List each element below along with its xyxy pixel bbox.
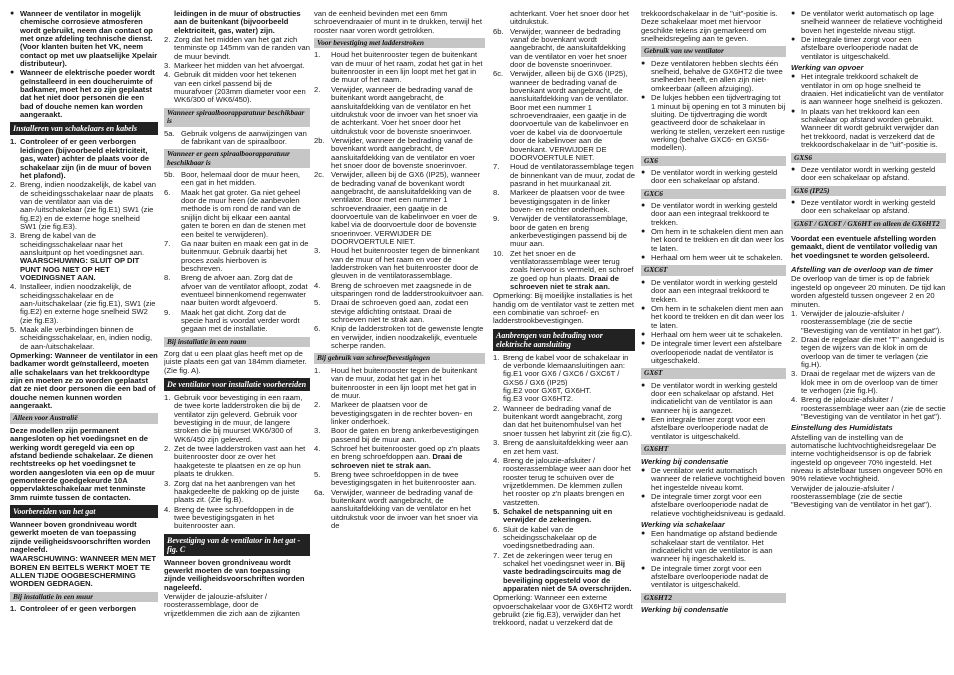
item-text: Schroef het buitenrooster goed op z'n plaats en breng schroefdoppen aan. — [331, 443, 480, 462]
item-text: Houd het buitenrooster tegen de buitenkant van de muur of het raam, zodat het gat in het buitenrooster in een lijn loopt met het gat in de muur of het raam. — [331, 50, 483, 85]
heading-australie: Alleen voor Australië — [10, 413, 158, 423]
heading-ladder: Voor bevestiging met ladderstroken — [314, 38, 485, 48]
bullet: ● Herhaal om hem weer uit te schakelen. — [641, 331, 786, 339]
bullet: ● De ventilator wordt in werking gesteld door een schakelaar op afstand. — [641, 169, 786, 186]
note-opmerking: Opmerking: Bij moeilijke installaties is het handig om de ventilator vast te zetten met een combinatie van schroef- en ladderstrookbevestigingen. — [493, 291, 634, 326]
item-number: 1. — [791, 308, 798, 318]
item-text: Boor, helemaal door de muur heen, een gat in het midden. — [181, 170, 301, 188]
list-item — [314, 299, 485, 324]
item-text: Maak het gat dicht. Zorg dat de specie hard is voordat verder wordt gegaan met de installatie. — [181, 307, 300, 334]
item-text: Controleer of er geen verborgen — [20, 604, 137, 614]
item-text: Breng de kabel van de scheidingsschakelaar naar het aansluitpunt op het voedingsnet aan. — [20, 231, 145, 257]
voorbereiden-text: Wanneer boven grondniveau wordt gewerkt moeten de van toepassing zijnde veiligheidsvoorschriften worden nageleefd. — [10, 519, 151, 554]
item-text: Breng de jalouzie-afsluiter / roosterassemblage weer aan door het rooster terug te schuiven over de vrijzetklemmen. De klemmen zullen het rooster op z'n plaats brengen en vastzetten. — [503, 455, 631, 507]
item-number: 8. — [493, 188, 500, 198]
bullet: ● Om hem in te schakelen dient men aan het koord te trekken en dit dan weer los te laten. — [641, 228, 786, 253]
item-number: 6a. — [314, 487, 325, 497]
list-item — [493, 457, 635, 507]
item-number: 4. — [493, 455, 500, 465]
note-opmerking: Opmerking: Wanneer de ventilator in een badkamer wordt geïnstalleerd, moeten alle schakelaars van het trekkoordtype zijn en moeten ze zo worden geplaatst dat ze niet door personen die een bad of douche nemen kunnen worden aangeraakt. — [10, 351, 158, 411]
list-item — [493, 215, 635, 248]
item-text: Houd de ventilatorassemblage tegen de binnenkant van de muur, zodat de pasrand in het muurkanaal zit. — [510, 162, 635, 188]
heading-ventilator-voorbereiden: De ventilator voor installatie voorbereiden — [164, 378, 310, 391]
bullet: ● De integrale timer zorgt voor een afstelbare overlooperiode nadat de ventilator is uitgeschakeld. — [641, 565, 786, 590]
column-6 — [791, 10, 946, 671]
list-item — [493, 163, 635, 188]
item-text: Verwijder, alleen bij de GX6 (IP25), wanneer de bedrading vanaf de bovenkant wordt aangebracht, de aansluitafdekking van de ventilator. Boor met een nummer 1 schroevendraaier, een gaatje in de doorvoertule van de kabelinvoer en voer de kabel via de doorvoertule door de bovenste snoerinvoer. VERWIJDER DE DOORVOERTULE NIET. — [331, 170, 481, 246]
item-text: Maak alle verbindingen binnen de scheidingsschakelaar, en, indien nodig, de aan-/uitschakelaar. — [20, 325, 153, 351]
list-item — [314, 137, 485, 170]
intro-text: achterkant. Voer het snoer door het uitdrukstuk. — [510, 10, 630, 27]
list-item — [10, 138, 158, 180]
bold-note: Bij vaste bedradingscircuits mag de beveiliging opgesteld voor de apparaten niet de 5A overschrijden. — [503, 558, 632, 593]
item-number: 6. — [164, 187, 171, 197]
item-text: Breng de jalouzie-afsluiter / roosterassemblage weer aan (zie de sectie "Bevestiging van de ventilator in het gat"). — [801, 395, 946, 421]
subheading-condensatie: Werking bij condensatie — [641, 456, 729, 466]
item-text: Verwijder, wanneer de bedrading vanaf de bovenkant wordt aangebracht, de aansluitafdekking van de ventilator en voer het snoer door de bovenste snoerinvoer. — [510, 26, 627, 70]
list-item — [314, 401, 485, 426]
item-number: 1. — [314, 365, 321, 375]
column-5 — [641, 10, 786, 671]
list-item: 5a. Gebruik volgens de aanwijzingen van de fabrikant van de spiraalboor. — [164, 128, 307, 146]
bold-note: Draai de schroeven niet te strak aan. — [510, 273, 619, 291]
column-4 — [493, 10, 635, 671]
item-number: 4. — [10, 282, 17, 292]
list-item — [314, 325, 485, 350]
australie-text: Deze modellen zijn permanent aangesloten op het voedingsnet en de werking wordt geregeld via een op afstand bediende schakelaar. Ze dienen rechtstreeks op het voedingsnet te worden aangesloten via een op de muur gemonteerde goedgekeurde 10A oppervlakteschakelaar met tenminste 3mm ruimte tussen de contacten. — [10, 425, 155, 502]
item-text: Markeer het midden van het afvoergat. — [174, 61, 305, 71]
raam-text: Zorg dat u een plaat glas heeft met op de juiste plaats een gat van 184mm diameter. (Zie fig. A). — [164, 349, 307, 375]
list-item — [791, 370, 946, 395]
item-number: 9. — [493, 214, 500, 224]
item-number: 1. — [10, 137, 17, 147]
heading-gx6t-combo: GX6T / GXC6T / GX6HT en alleen de GX6HT2 — [791, 219, 946, 229]
heading-geen-spiraal: Wanneer er geen spiraalboorapparatuur beschikbaar is — [164, 149, 310, 168]
item-text: Verwijder, wanneer de bedrading vanaf de buitenkant wordt aangebracht, de aansluitafdekking van de ventilator en het uitdrukstuk voor de invoer van het snoer via de — [331, 487, 478, 531]
list-item — [164, 189, 310, 239]
item-number: 6c. — [493, 69, 504, 79]
item-number: 2. — [791, 334, 798, 344]
heading-raam: Bij installatie in een raam — [164, 337, 310, 347]
item-number: 2. — [164, 444, 171, 454]
humid-text: Afstelling van de instelling van de automatische luchtvochtigheidsregelaar De interne vochtigheidsensor is op de fabriek ingesteld op ongeveer 70% ingesteld. Het niveau is afstelbaar tussen ongeveer 50% en 90% relatieve vochtigheid. — [791, 432, 943, 484]
list-item — [493, 250, 635, 292]
bullet: ● Om hem in te schakelen dient men aan het koord te trekken en dit dan weer los te laten. — [641, 305, 786, 330]
column-1 — [10, 10, 158, 671]
list-item — [164, 36, 310, 61]
isolation-note: Voordat een eventuele afstelling worden gemaakt, dient de ventilator volledig van het voedingsnet te worden geïsoleerd. — [791, 234, 938, 260]
heading-bedrading: Aanbrengen van bedrading voor elektrische aansluiting — [493, 329, 635, 351]
item-number: 3. — [314, 246, 321, 256]
list-item — [493, 354, 635, 404]
item-text: Breng de aansluitafdekking weer aan en zet hem vast. — [503, 438, 628, 456]
item-text: Wanneer de bedrading vanaf de buitenkant wordt aangebracht, zorg dan dat het buitenomhulsel van het snoer tussen het labyrint zit (zie fig.C). — [503, 403, 633, 438]
bullet: ● De integrale timer zorgt voor een afstelbare overlooperiode nadat de relatieve vochtigheidsniveau is gedaald. — [641, 493, 786, 518]
list-item — [314, 171, 485, 246]
item-number: 4. — [164, 504, 171, 514]
bullet: ● De lukjes hebben een tijdvertraging tot 1 minuut bij opening en tot 3 minuten bij sluiting. De tijdvertraging die wordt geactiveerd door de schakelaar in werking te stellen, verzekert een rustige werking (behalve GXC6- en GXS6-modellen). — [641, 94, 786, 152]
list-item — [164, 445, 310, 478]
list-item — [164, 309, 310, 334]
item-number: 7. — [493, 550, 500, 560]
list-item — [10, 326, 158, 351]
warning-text: WAARSCHUWING: SLUIT OP DIT PUNT NOG NIET OP HET VOEDINGSNET AAN. — [20, 256, 140, 282]
overloop-text: De overloop van de timer is op de fabriek ingesteld op ongeveer 20 minuten. De tijd kan worden afgesteld tussen ongeveer 2 en 20 minuten. — [791, 274, 946, 309]
subheading-overloop: Afstelling van de overloop van de timer — [791, 265, 933, 275]
heading-gxc6: GXC6 — [641, 189, 786, 199]
item-number: 10. — [493, 248, 504, 258]
list-item — [791, 336, 946, 369]
bullet: ● De ventilator werkt automatisch wanneer de relatieve vochtigheid boven het ingestelde niveau komt. — [641, 467, 786, 492]
item-text: Verwijder de ventilatorassemblage, boor de gaten en breng ankerbevestigingen passend bij de muur aan. — [510, 214, 628, 249]
item-number: 6. — [314, 324, 321, 334]
figure-references: fig.E1 voor GX6 / GXC6 / GXC6T / GXS6 / GX6 (IP25) fig.E2 voor GX6T, GX6HT. fig.E3 voor GX6HT2. — [503, 369, 620, 404]
item-text: Houd het buitenrooster tegen de binnenkant van de muur of het raam en voer de ladderstroken van het buitenrooster door de gleuven in de ventilatorassemblage. — [331, 246, 480, 281]
bullet: ● Het integrale trekkoord schakelt de ventilator in om op hoge snelheid te draaien. Het indicatielicht van de ventilator is aan wanneer hoge snelheid is gekozen. — [791, 73, 946, 106]
list-item — [493, 70, 635, 162]
item-number: 7. — [493, 162, 500, 172]
list-item — [164, 62, 310, 70]
list-item — [164, 274, 310, 307]
subheading-schakelaar: Werking via schakelaar — [641, 519, 725, 529]
heading-fig-c: Bevestiging van de ventilator in het gat - fig. C — [164, 534, 310, 556]
item-number: 2. — [10, 180, 17, 190]
heading-spiraal: Wanneer spiraalboorapparatuur beschikbaar is — [164, 108, 310, 127]
bullet: ● In plaats van het trekkoord kan een schakelaar op afstand worden gebruikt. Wanneer dit wordt gebruikt verwijder dan het trekkoord, nadat is verzekerd dat de trekkoordschakelaar in de "uit"-positie is. — [791, 108, 946, 150]
item-text: Breng de twee schroefdoppen in de twee bevestigingsgaten in het buitenrooster aan. — [174, 504, 294, 531]
list-item — [791, 310, 946, 335]
item-text: Maak het gat groter. Ga niet geheel door de muur heen (de aanbevolen methode is om rond de rand van de snijlijn dicht bij elkaar een aantal gaten te boren en dan de stenen met een beitel te verwijderen). — [181, 187, 306, 239]
list-item — [314, 282, 485, 299]
subheading-condensatie-2: Werking bij condensatie — [641, 605, 729, 615]
item-text: Knip de ladderstroken tot de gewenste lengte en verwijder, indien noodzakelijk, eventuele scherpe randen. — [331, 324, 484, 351]
note-opmerking-2: Opmerking: Wanneer een externe opvoerschakelaar voor de GX6HT2 wordt gebruikt (zie fig.E3), verwijder dan het trekkoord, nadat u verzekerd dat de — [493, 593, 633, 628]
list-item — [493, 526, 635, 551]
bullet: ● Deze ventilatoren hebben slechts één snelheid, behalve de GX6HT2 die twee snelheden heeft, en allen zijn niet-omkeerbaar (alleen afzuiging). — [641, 60, 786, 93]
item-number: 2. — [314, 400, 321, 410]
item-number: 5. — [314, 298, 321, 308]
list-item — [314, 86, 485, 136]
item-text: Zet het snoer en de ventilatorassemblage weer terug zoals hiervoor is vermeld, en schroef ze goed op hun plaats. — [510, 248, 634, 283]
list-item — [164, 71, 310, 104]
intro-text: trekkoordschakelaar in de "uit"-positie is. Deze schakelaar moet met hiervoor geschikte tekens zijn gemarkeerd om snelheidsregeling aan te geven. — [641, 10, 778, 44]
bullet: ● De integrale timer levert een afstelbare overlooperiode nadat de ventilator is uitgeschakeld. — [641, 340, 786, 365]
item-text: Ga naar buiten en maak een gat in de buitenmuur. Gebruik daarbij het proces zoals hierboven is beschreven. — [181, 238, 309, 273]
fig-c-text: Wanneer boven grondniveau wordt gewerkt moeten de van toepassing zijnde veiligheidsvoorschriften worden nageleefd. — [164, 557, 305, 592]
item-text: Verwijder de jalouzie-afsluiter / roosterassemblage (zie de sectie "Bevestiging van de ventilator in het gat"). — [801, 308, 942, 335]
item-text: Zorg dat na het aanbrengen van het haakgedeelte de pakking op de juiste plaats zit. (Zie fig.B). — [174, 478, 300, 505]
list-item — [314, 427, 485, 444]
bullet: ● Een integrale timer zorgt voor een afstelbare overlooperiode nadat de ventilator is uitgeschakeld. — [641, 416, 786, 441]
item-number: 4. — [791, 395, 798, 405]
item-text: Boor de gaten en breng ankerbevestigingen passend bij de muur aan. — [331, 426, 479, 444]
item-number: 1. — [314, 50, 321, 60]
list-item — [791, 396, 946, 421]
heading-gx6t: GX6T — [641, 368, 786, 378]
list-item — [493, 28, 635, 70]
item-text: Installeer, indien noodzakelijk, de scheidingsschakelaar en de aan-/uitschakelaar (zie fig.E1), SW1 (zie fig.E2) en externe hoge snelheid SW2 (zie fig.E3). — [20, 282, 156, 325]
heading-gx6-ip25: GX6 (IP25) — [791, 186, 946, 196]
item-number: 1. — [493, 352, 500, 362]
column-2 — [164, 10, 310, 671]
list-item — [314, 247, 485, 280]
bullet: ● Een handmatige op afstand bediende schakelaar start de ventilator. Het indicatielicht van de ventilator is aan wanneer hij ingeschakeld is. — [641, 530, 786, 563]
item-number: 2. — [314, 84, 321, 94]
item-text: Zet de zekeringen weer terug en schakel het voedingsnet weer in. — [503, 550, 616, 568]
heading-gx6ht2: GX6HT2 — [641, 593, 786, 603]
item-text: Markeer de plaatsen voor de bevestigingsgaten in de rechter boven- en linker onderhoek. — [331, 400, 473, 426]
list-item — [493, 405, 635, 438]
subheading-opvoer: Werking van opvoer — [791, 63, 864, 73]
item-text: Breng de afvoer aan. Zorg dat de afvoer van de ventilator afloopt, zodat eventueel binnenkomend regenwater naar buiten wordt afgevoerd. — [181, 273, 308, 308]
item-number: 8. — [164, 273, 171, 283]
list-item — [493, 439, 635, 456]
item-text: Draai de regelaar met de wijzers van de klok mee in om de overloop van de timer te verhogen (zie fig.H). — [801, 369, 938, 395]
item-number: 3. — [164, 61, 171, 71]
bullet: ● De integrale timer zorgt voor een afstelbare overlooperiode nadat de ventilator is uitgeschakeld. — [791, 36, 946, 61]
item-text: Verwijder, alleen bij de GX6 (IP25), wanneer de bedrading vanaf de bovenkant wordt aangebracht, de aansluitafdekking van de ventilator. Boor met een nummer 1 schroevendraaier, een gaatje in de doorvoertule van de kabelinvoer en voer de kabel via de doorvoertule door de kabelinvoer aan de bovenkant. VERWIJDER DE DOORVOERTULE NIET. — [510, 69, 629, 162]
item-text: Draai de schroeven goed aan, zodat een stevige afdichting ontstaat. Draai de schroeven niet te strak aan. — [331, 298, 469, 325]
bullet: ● De ventilator werkt automatisch op lage snelheid wanneer de relatieve vochtigheid boven het ingestelde niveau stijgt. — [791, 10, 946, 35]
heading-voorbereiden: Voorbereiden van het gat — [10, 505, 158, 518]
item-number: 3. — [10, 231, 17, 241]
item-text: Sluit de kabel van de scheidingsschakelaar op de voedingsnetbedrading aan. — [503, 524, 597, 551]
item-number: 2. — [493, 403, 500, 413]
list-item — [314, 489, 485, 531]
heading-schroef: Bij gebruik van schroefbevestigingen — [314, 353, 485, 363]
fig-c-text-2: Verwijder de jalouzie-afsluiter / roosterassemblage, door de vrijzetklemmen die zich aan de zijkanten — [164, 591, 300, 618]
heading-muur: Bij installatie in een muur — [10, 592, 158, 602]
heading-gx6: GX6 — [641, 156, 786, 166]
item-number: 5. — [10, 325, 17, 335]
item-number: 5. — [314, 470, 321, 479]
item-number: 3. — [314, 426, 321, 436]
heading-gebruik: Gebruik van uw ventilator — [641, 46, 786, 56]
list-item: 1. Controleer of er geen verborgen — [10, 604, 137, 614]
list-item: 1. Gebruik voor bevestiging in een raam, de twee korte ladderstroken die bij de ventilator zijn geleverd. Gebruik voor bevestiging in de muur, de langere stroken die bij muurset WK6/300 of WK6/450 zijn geleverd. — [164, 393, 303, 444]
item-text: Zet de twee ladderstroken vast aan het buitenrooster door ze over het haakgeteste te plaatsen en ze op hun plaats te drukken. — [174, 444, 306, 479]
heading-gx6ht: GX6HT — [641, 444, 786, 454]
item-text: Verwijder, wanneer de bedrading vanaf de bovenkant wordt aangebracht, de aansluitafdekking van de ventilator en voer het snoer door de bovenste snoerinvoer. — [331, 135, 475, 170]
list-item — [314, 471, 485, 488]
muur-1-continued: leidingen in de muur of obstructies aan de buitenkant (bijvoorbeeld elektriciteit, gas, water) zijn. — [174, 10, 301, 35]
list-item — [164, 240, 310, 273]
list-item — [10, 283, 158, 325]
list-item — [493, 552, 635, 594]
item-text: Schakel de netspanning uit en verwijder de zekeringen. — [503, 506, 613, 525]
column-3 — [314, 10, 485, 671]
bullet: ● Herhaal om hem weer uit te schakelen. — [641, 254, 786, 262]
item-text: Controleer of er geen verborgen leidingen (bijvoorbeeld elektriciteit, gas, water) achter de plaats voor de schakelaar zijn (in de muur of boven het plafond). — [20, 137, 152, 180]
list-item — [164, 506, 310, 531]
item-text: Breng de kabel voor de schakelaar in de verbonde klemaansluitingen aan: — [503, 352, 629, 371]
item-number: 4. — [314, 443, 321, 453]
list-item — [164, 480, 310, 505]
bullet-corrosive: ● Wanneer de ventilator in mogelijk chemische corrosieve atmosferen wordt gebruikt, neem dan contact op met onze afdeling technische dienst. (Voor klanten buiten het VK, neem contact op met uw plaatselijke Xpelair distributeur). — [10, 10, 158, 68]
bullet: ● Deze ventilator wordt in werking gesteld door een schakelaar op afstand. — [791, 166, 946, 183]
list-item — [10, 181, 158, 231]
subheading-humidistat: Einstellung des Humidistats — [791, 423, 893, 433]
item-number: 2c. — [314, 170, 325, 180]
item-number: 2. — [164, 35, 171, 45]
item-number: 9. — [164, 307, 171, 317]
voorbereiden-warning: WAARSCHUWING: WANNEER MEN MET BOREN EN BEITELS WERKT MOET TE ALLEN TIJDE OOGBESCHERMING WORDEN GEDRAGEN. — [10, 554, 156, 589]
item-text: Gebruik voor bevestiging in een raam, de twee korte ladderstroken die bij de ventilator zijn geleverd. Gebruik voor bevestiging in de muur, de langere stroken die bij muurset WK6/300 of WK6/450 zijn geleverd. — [174, 393, 303, 444]
list-item — [10, 232, 158, 282]
item-text: Breng twee schroefdoppen in de twee bevestigingsgaten in het buitenrooster aan. — [331, 470, 477, 488]
item-number: 5b. — [164, 170, 175, 180]
heading-installeren: Installeren van schakelaars en kabels — [10, 122, 158, 135]
item-text: Draai de regelaar die met "T" aangeduid is tegen de wijzers van de klok in om de overloop van de timer te verlagen (zie fig.H). — [801, 334, 945, 369]
list-item — [493, 189, 635, 214]
item-text: Zorg dat het midden van het gat zich tenminste op 145mm van de randen van de muur bevindt. — [174, 35, 310, 61]
item-number: 4. — [314, 280, 321, 290]
list-item — [493, 508, 635, 525]
item-number: 3. — [164, 478, 171, 488]
humid-text-2: Verwijder de jalouzie-afsluiter / roosterassemblage (zie de sectie "Bevestiging van de ventilator in het gat"). — [791, 483, 932, 510]
list-item — [314, 51, 485, 84]
bullet: ● De ventilator wordt in werking gesteld door aan een integraal trekkoord te trekken. — [641, 279, 786, 304]
item-number: 3. — [493, 438, 500, 448]
bullet: ● De ventilator wordt in werking gesteld door een schakelaar op afstand. Het indicatielicht van de ventilator is aan wanneer hij is aangezet. — [641, 382, 786, 415]
list-item — [164, 171, 310, 188]
bullet: ● De ventilator wordt in werking gesteld door aan een integraal trekkoord te trekken. — [641, 202, 786, 227]
item-text: Breng de schroeven met zaagsnede in de uitsparingen rond de ladderstrookuitvoer aan. — [331, 280, 484, 299]
heading-gxc6t: GXC6T — [641, 265, 786, 275]
item-number: 3. — [791, 369, 798, 379]
item-text: Markeer de plaatsen voor de twee bevestigingsgaten in de linker boven- en rechter onderhoek. — [510, 188, 625, 214]
heading-gxs6: GXS6 — [791, 153, 946, 163]
bullet-shower: ● Wanneer de elektrische poeder wordt geïnstalleerd in een doucheruimte of badkamer, moet het zo zijn geplaatst dat het niet door personen die een bad of douche nemen kan worden aangeraakt. — [10, 69, 158, 119]
list-item — [314, 367, 485, 400]
item-text: Verwijder, wanneer de bedrading vanaf de buitenkant wordt aangebracht, de aansluitafdekking van de ventilator en het uitdrukstuk voor de invoer van het snoer via de achterkant. Voer het snoer door het uitdrukstuk voor de bovenste snoerinvoer. — [331, 84, 478, 136]
item-text: Gebruik dit midden voor het tekenen van een cirkel passend bij de muurafvoer (203mm diameter voor een WK6/300 of WK6/450). — [174, 70, 306, 105]
bullet: ● Deze ventilator wordt in werking gesteld door een schakelaar op afstand. — [791, 199, 946, 216]
list-item — [314, 445, 485, 470]
bold-note: Draai de schroeven niet te strak aan. — [331, 452, 463, 470]
item-text: Houd het buitenrooster tegen de buitenkant van de muur, zodat het gat in het buitenrooster in een lijn loopt met het gat in de muur. — [331, 365, 478, 400]
intro-text: van de eenheid bevinden met een 6mm schroevendraaier of munt in te drukken, terwijl het rooster naar voren wordt getrokken. — [314, 10, 482, 35]
item-number: 4. — [164, 70, 171, 80]
item-number: 2b. — [314, 135, 325, 145]
item-number: 6b. — [493, 26, 504, 36]
item-text: Breng, indien noodzakelijk, de kabel van de scheidingsschakelaar naar de plaats van de ventilator aan via de aan-/uitschakelaar (zie fig.E1) SW1 (zie fig.E2) en de externe hoge snelheid SW1 (zie fig.E3). — [20, 180, 156, 231]
item-number: 7. — [164, 238, 171, 248]
item-number: 6. — [493, 524, 500, 534]
item-text: Gebruik volgens de aanwijzingen van de fabrikant van de spiraalboor. — [181, 128, 307, 146]
item-number: 5. — [493, 506, 500, 516]
